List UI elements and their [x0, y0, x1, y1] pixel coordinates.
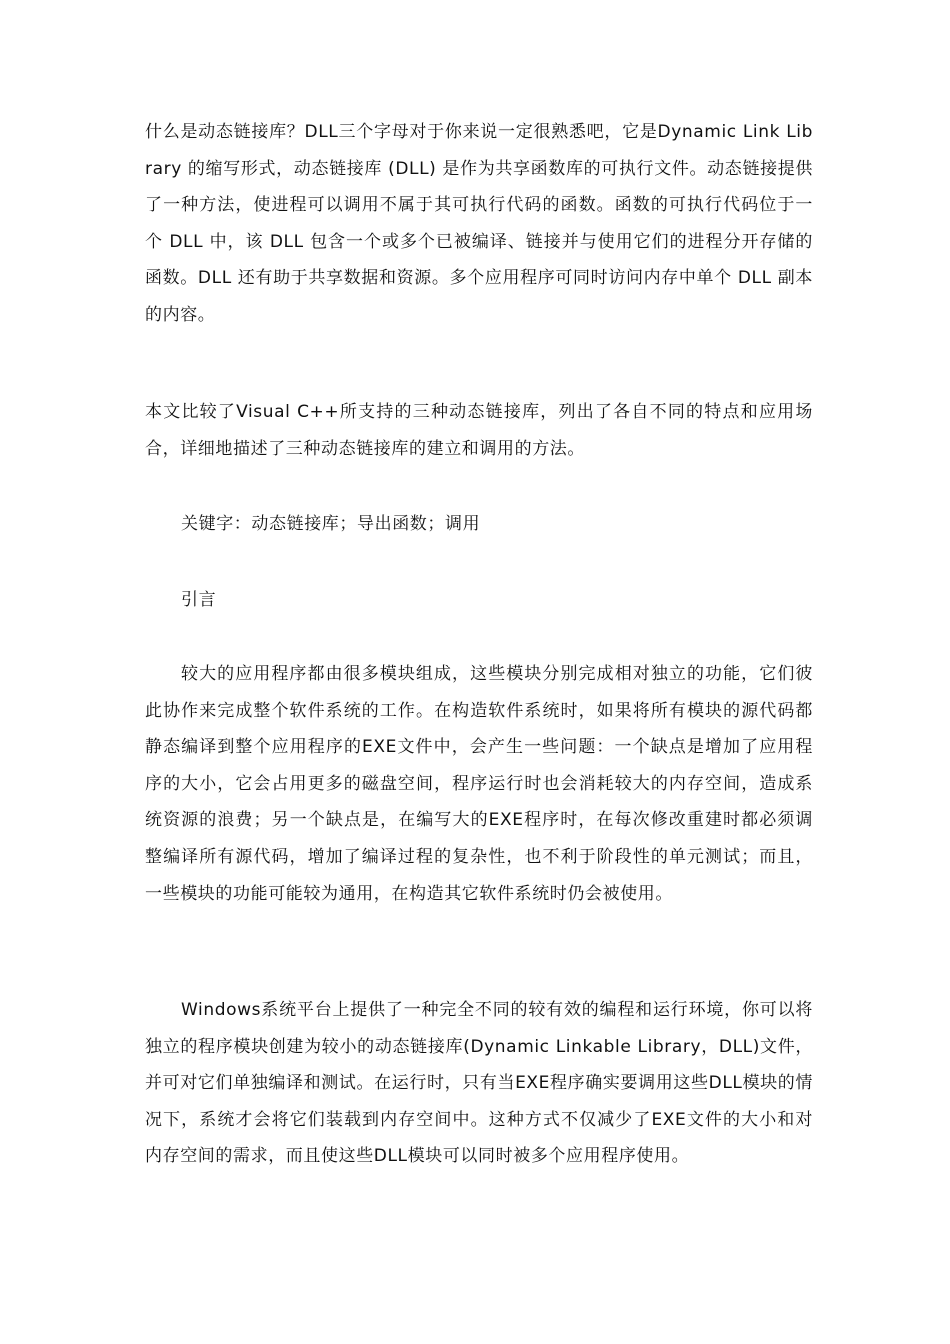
- paragraph-abstract: 本文比较了Visual C++所支持的三种动态链接库，列出了各自不同的特点和应用场合，详细地描述了三种动态链接库的建立和调用的方法。: [145, 402, 813, 459]
- paragraph-introduction: 较大的应用程序都由很多模块组成，这些模块分别完成相对独立的功能，它们彼此协作来完成整个软件系统的工作。在构造软件系统时，如果将所有模块的源代码都静态编译到整个应用程序的EXE文件中，会产生一些问题：一个缺点是增加了应用程序的大小，它会占用更多的磁盘空间，程序运行时也会消耗较大的内存空间，造成系统资源的浪费；另一个缺点是，在编写大的EXE程序时，在每次修改重建时都必须调整编译所有源代码，增加了编译过程的复杂性，也不利于阶段性的单元测试；而且，一些模块的功能可能较为通用，在构造其它软件系统时仍会被使用。: [145, 664, 813, 904]
- paragraph-keywords: 关键字：动态链接库；导出函数；调用: [181, 514, 481, 534]
- paragraph-dll-definition: 什么是动态链接库？DLL三个字母对于你来说一定很熟悉吧，它是Dynamic Link Library 的缩写形式，动态链接库 (DLL) 是作为共享函数库的可执行文件。动态链接提供了一种方法，使进程可以调用不属于其可执行代码的函数。函数的可执行代码位于一个 DLL 中，该 DLL 包含一个或多个已被编译、链接并与使用它们的进程分开存储的函数。DLL 还有助于共享数据和资源。多个应用程序可同时访问内存中单个 DLL 副本的内容。: [145, 122, 813, 325]
- section-heading-introduction: 引言: [181, 590, 217, 610]
- paragraph-windows-dll: Windows系统平台上提供了一种完全不同的较有效的编程和运行环境，你可以将独立的程序模块创建为较小的动态链接库(Dynamic Linkable Library，DLL)文件，并可对它们单独编译和测试。在运行时，只有当EXE程序确实要调用这些DLL模块的情况下，系统才会将它们装载到内存空间中。这种方式不仅减少了EXE文件的大小和对内存空间的需求，而且使这些DLL模块可以同时被多个应用程序使用。: [145, 1000, 813, 1167]
